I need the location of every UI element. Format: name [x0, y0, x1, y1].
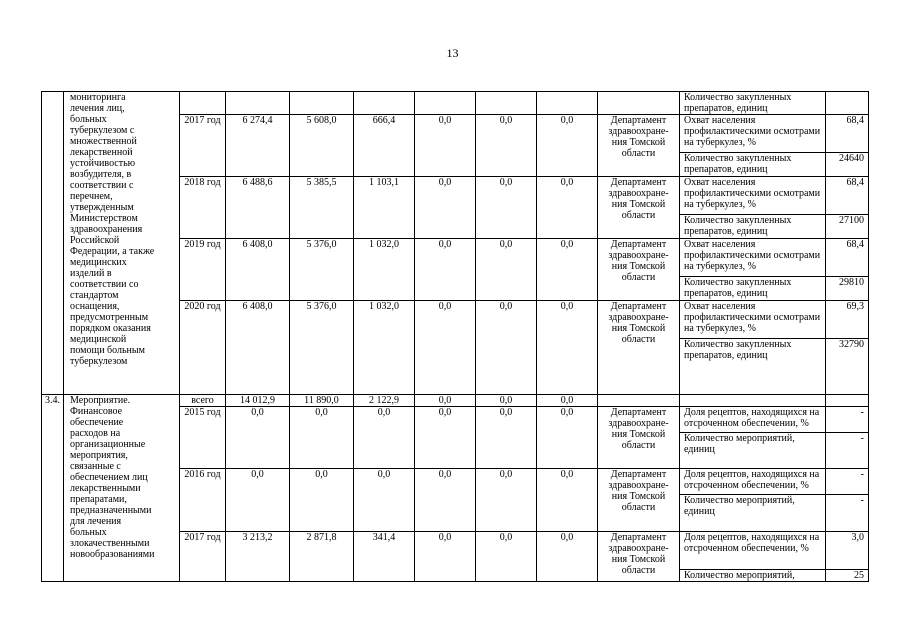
- federal-budget-cell: 5 376,0: [290, 239, 354, 301]
- indicator-value: 69,3: [826, 301, 869, 339]
- regional-budget-cell: 1 103,1: [354, 177, 415, 239]
- local-budget-cell: 0,0: [415, 407, 476, 469]
- year-cell: 2015 год: [180, 407, 226, 469]
- local-budget-cell: 0,0: [415, 395, 476, 407]
- total-cell: 0,0: [226, 469, 290, 532]
- federal-budget-cell: 5 376,0: [290, 301, 354, 395]
- local-budget-cell: 0,0: [415, 115, 476, 177]
- indicator-name: Охват населения профилактическими осмотрами на туберкулез, %: [680, 115, 826, 153]
- other-source-cell: 0,0: [537, 177, 598, 239]
- year-cell: 2017 год: [180, 532, 226, 582]
- indicator-value: -: [826, 469, 869, 495]
- federal-budget-cell: 0,0: [290, 469, 354, 532]
- indicator-name: Количество закупленных препаратов, единиц: [680, 215, 826, 239]
- measure-description: Мероприятие. Финансовое обеспечение расходов на организационные мероприятия, связанные с обеспечением лиц лекарственными препаратами, предназначенными для лечения больных злокачественными новообразованиями: [64, 395, 180, 582]
- empty-cell: [226, 92, 290, 115]
- indicator-name: Доля рецептов, находящихся на отсроченном обеспечении, %: [680, 407, 826, 433]
- empty-cell: [415, 92, 476, 115]
- total-cell: 14 012,9: [226, 395, 290, 407]
- total-cell: 0,0: [226, 407, 290, 469]
- regional-budget-cell: 341,4: [354, 532, 415, 582]
- indicator-value: 29810: [826, 277, 869, 301]
- indicator-name: Количество мероприятий,: [680, 570, 826, 582]
- empty-cell: [290, 92, 354, 115]
- empty-cell: [180, 92, 226, 115]
- empty-cell: [598, 395, 680, 407]
- indicator-value: 68,4: [826, 177, 869, 215]
- extrabudget-cell: 0,0: [476, 395, 537, 407]
- indicator-name: Охват населения профилактическими осмотрами на туберкулез, %: [680, 301, 826, 339]
- indicator-name: Количество закупленных препаратов, единиц: [680, 339, 826, 395]
- extrabudget-cell: 0,0: [476, 407, 537, 469]
- local-budget-cell: 0,0: [415, 239, 476, 301]
- regional-budget-cell: 666,4: [354, 115, 415, 177]
- executor-cell: Департамент здравоохране- ния Томской области: [598, 177, 680, 239]
- executor-cell: Департамент здравоохране- ния Томской области: [598, 532, 680, 582]
- federal-budget-cell: 5 608,0: [290, 115, 354, 177]
- executor-cell: Департамент здравоохране- ния Томской области: [598, 407, 680, 469]
- extrabudget-cell: 0,0: [476, 469, 537, 532]
- indicator-name: Количество закупленных препаратов, единиц: [680, 92, 826, 115]
- other-source-cell: 0,0: [537, 239, 598, 301]
- total-cell: 6 408,0: [226, 301, 290, 395]
- table-row: [42, 92, 869, 115]
- extrabudget-cell: 0,0: [476, 115, 537, 177]
- empty-cell: [537, 92, 598, 115]
- other-source-cell: 0,0: [537, 407, 598, 469]
- year-cell: 2018 год: [180, 177, 226, 239]
- local-budget-cell: 0,0: [415, 301, 476, 395]
- measure-number: 3.4.: [42, 395, 64, 582]
- indicator-name: Количество мероприятий, единиц: [680, 495, 826, 532]
- regional-budget-cell: 1 032,0: [354, 239, 415, 301]
- indicator-name: Количество закупленных препаратов, единиц: [680, 277, 826, 301]
- total-cell: 6 274,4: [226, 115, 290, 177]
- federal-budget-cell: 11 890,0: [290, 395, 354, 407]
- indicator-value: 24640: [826, 153, 869, 177]
- indicator-value: 25: [826, 570, 869, 582]
- executor-cell: Департамент здравоохране- ния Томской области: [598, 115, 680, 177]
- year-cell: 2019 год: [180, 239, 226, 301]
- indicator-value: 27100: [826, 215, 869, 239]
- empty-cell: [598, 92, 680, 115]
- federal-budget-cell: 0,0: [290, 407, 354, 469]
- empty-cell: [354, 92, 415, 115]
- local-budget-cell: 0,0: [415, 469, 476, 532]
- local-budget-cell: 0,0: [415, 177, 476, 239]
- federal-budget-cell: 5 385,5: [290, 177, 354, 239]
- executor-cell: Департамент здравоохране- ния Томской области: [598, 301, 680, 395]
- measure-description: мониторинга лечения лиц, больных туберкулезом с множественной лекарственной устойчивостью возбудителя, в соответствии с перечнем, утвержденным Министерством здравоохранения Российской Федерации, а также медицинских изделий в соответствии со стандартом оснащения, предусмотренным порядком оказания медицинской помощи больным туберкулезом: [64, 92, 180, 395]
- total-cell: 6 408,0: [226, 239, 290, 301]
- other-source-cell: 0,0: [537, 469, 598, 532]
- empty-cell: [826, 395, 869, 407]
- other-source-cell: 0,0: [537, 532, 598, 582]
- indicator-value: -: [826, 495, 869, 532]
- local-budget-cell: 0,0: [415, 532, 476, 582]
- indicator-name: Охват населения профилактическими осмотрами на туберкулез, %: [680, 177, 826, 215]
- other-source-cell: 0,0: [537, 395, 598, 407]
- other-source-cell: 0,0: [537, 115, 598, 177]
- year-cell: 2020 год: [180, 301, 226, 395]
- indicator-name: Количество закупленных препаратов, единиц: [680, 153, 826, 177]
- regional-budget-cell: 0,0: [354, 407, 415, 469]
- indicator-name: Доля рецептов, находящихся на отсроченном обеспечении, %: [680, 532, 826, 570]
- year-cell: 2016 год: [180, 469, 226, 532]
- other-source-cell: 0,0: [537, 301, 598, 395]
- total-cell: 3 213,2: [226, 532, 290, 582]
- indicator-value: [826, 92, 869, 115]
- extrabudget-cell: 0,0: [476, 177, 537, 239]
- table-row: [42, 395, 869, 407]
- extrabudget-cell: 0,0: [476, 301, 537, 395]
- empty-cell: [476, 92, 537, 115]
- regional-budget-cell: 2 122,9: [354, 395, 415, 407]
- extrabudget-cell: 0,0: [476, 239, 537, 301]
- federal-budget-cell: 2 871,8: [290, 532, 354, 582]
- indicator-value: -: [826, 407, 869, 433]
- extrabudget-cell: 0,0: [476, 532, 537, 582]
- indicator-name: Охват населения профилактическими осмотрами на туберкулез, %: [680, 239, 826, 277]
- total-cell: 6 488,6: [226, 177, 290, 239]
- executor-cell: Департамент здравоохране- ния Томской области: [598, 239, 680, 301]
- indicator-value: -: [826, 433, 869, 469]
- program-table: [41, 91, 869, 582]
- regional-budget-cell: 0,0: [354, 469, 415, 532]
- executor-cell: Департамент здравоохране- ния Томской области: [598, 469, 680, 532]
- year-cell: 2017 год: [180, 115, 226, 177]
- empty-cell: [680, 395, 826, 407]
- indicator-value: 68,4: [826, 115, 869, 153]
- indicator-name: Доля рецептов, находящихся на отсроченном обеспечении, %: [680, 469, 826, 495]
- number-cell: [42, 92, 64, 395]
- year-cell: всего: [180, 395, 226, 407]
- page-number: 13: [446, 46, 459, 60]
- indicator-value: 3,0: [826, 532, 869, 570]
- indicator-value: 68,4: [826, 239, 869, 277]
- indicator-value: 32790: [826, 339, 869, 395]
- regional-budget-cell: 1 032,0: [354, 301, 415, 395]
- indicator-name: Количество мероприятий, единиц: [680, 433, 826, 469]
